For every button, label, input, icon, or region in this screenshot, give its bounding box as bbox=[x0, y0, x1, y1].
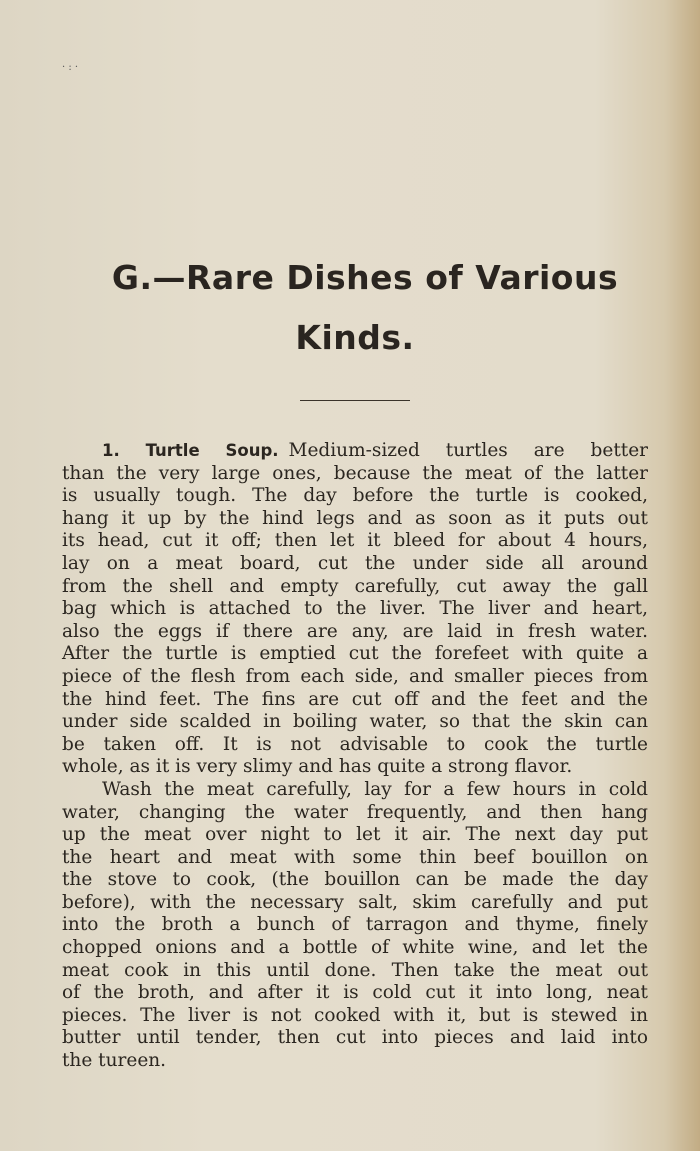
recipe-line: hang it up by the hind legs and as soon as it puts out bbox=[62, 507, 648, 529]
recipe-line: pieces. The liver is not cooked with it, but is stewed in bbox=[62, 1004, 648, 1026]
recipe-line: than the very large ones, because the meat of the latter bbox=[62, 462, 648, 484]
recipe-line: its head, cut it off; then let it bleed for about 4 hours, bbox=[62, 530, 648, 552]
recipe-line: from the shell and empty carefully, cut away the gall bbox=[62, 575, 648, 597]
recipe-line: the heart and meat with some thin beef bouillon on bbox=[62, 846, 648, 868]
recipe-line: After the turtle is emptied cut the forefeet with quite a bbox=[62, 643, 648, 665]
recipe-heading: 1. Turtle Soup. bbox=[102, 441, 279, 460]
recipe-line: meat cook in this until done. Then take the meat out bbox=[62, 959, 648, 981]
recipe-line: water, changing the water frequently, and then hang bbox=[62, 801, 648, 823]
recipe-line: the hind feet. The fins are cut off and the feet and the bbox=[62, 688, 648, 710]
recipe-line: piece of the flesh from each side, and smaller pieces from bbox=[62, 665, 648, 687]
recipe-line: bag which is attached to the liver. The liver and heart, bbox=[62, 598, 648, 620]
recipe-line: up the meat over night to let it air. The next day put bbox=[62, 824, 648, 846]
chapter-title-line-1: G.—Rare Dishes of Various bbox=[111, 258, 619, 297]
print-specks: · : · bbox=[62, 62, 79, 73]
recipe-line: is usually tough. The day before the turtle is cooked, bbox=[62, 485, 648, 507]
recipe-line: whole, as it is very slimy and has quite a strong flavor. bbox=[62, 756, 573, 778]
recipe-line: under side scalded in boiling water, so that the skin can bbox=[62, 711, 648, 733]
recipe-line: before), with the necessary salt, skim carefully and put bbox=[62, 891, 648, 913]
chapter-title-line-2: Kinds. bbox=[295, 318, 415, 357]
recipe-line: lay on a meat board, cut the under side all around bbox=[62, 552, 648, 574]
recipe-line: also the eggs if there are any, are laid in fresh water. bbox=[62, 620, 648, 642]
recipe-line: of the broth, and after it is cold cut it into long, neat bbox=[62, 982, 648, 1004]
recipe-line: the stove to cook, (the bouillon can be made the day bbox=[62, 869, 648, 891]
recipe-line: the tureen. bbox=[62, 1050, 167, 1072]
recipe-line: Wash the meat carefully, lay for a few hours in cold bbox=[102, 778, 648, 800]
recipe-line-text: Medium-sized turtles are better bbox=[288, 440, 649, 461]
recipe-line: be taken off. It is not advisable to cook the turtle bbox=[62, 733, 648, 755]
recipe-body bbox=[62, 440, 648, 1073]
title-divider bbox=[300, 400, 410, 401]
recipe-line: into the broth a bunch of tarragon and thyme, finely bbox=[62, 914, 648, 936]
recipe-line: butter until tender, then cut into pieces and laid into bbox=[62, 1027, 648, 1049]
recipe-line bbox=[62, 440, 648, 463]
recipe-line: chopped onions and a bottle of white wine, and let the bbox=[62, 937, 648, 959]
